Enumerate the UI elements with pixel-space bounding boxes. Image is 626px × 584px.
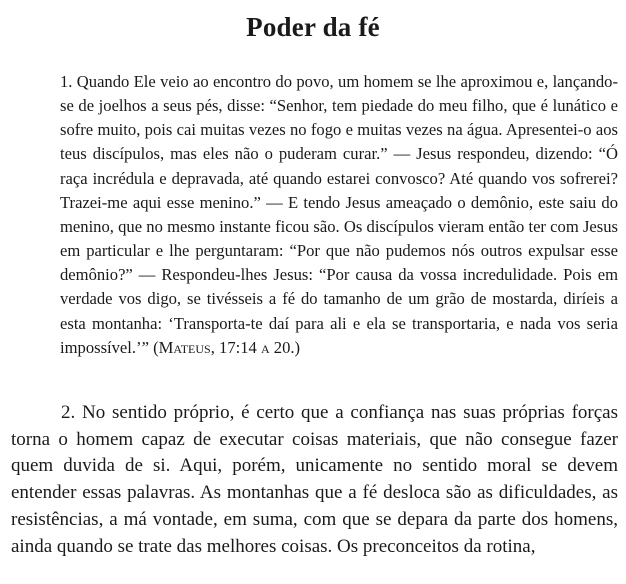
paragraph-1-text: 1. Quando Ele veio ao encontro do povo, um homem se lhe aproximou e, lançando-se de joelhos a seus pés, disse: “Senhor, tem piedade do meu filho, que é lunático e sofre muito, pois cai muitas vezes no fogo e muitas vezes na água. Apresentei-o aos teus discípulos, mas eles não o puderam curar.” — Jesus respondeu, dizendo: “Ó raça incrédula e depravada, até quando estarei convosco? Até quando vos sofrerei? Trazei-me aqui esse menino.” — E tendo Jesus ameaçado o demônio, este saiu do menino, que no mesmo instante ficou são. Os discípulos vieram então ter com Jesus em particular e lhe perguntaram: “Por que não pudemos nós outros expulsar esse demônio?” — Respondeu-lhes Jesus: “Por causa da vossa incredulidade. Pois em verdade vos digo, se tivésseis a fé do tamanho de um grão de mostarda, diríeis a esta montanha: ‘Transporta-te daí para ali e ela se transportaria, e nada vos seria impossível.’” [60, 72, 618, 357]
paragraph-2: 2. No sentido próprio, é certo que a confiança nas suas próprias forças torna o homem capaz de executar coisas materiais, que não consegue fazer quem duvida de si. Aqui, porém, unicamente no sentido moral se devem entender essas palavras. As montanhas que a fé desloca são as dificuldades, as resistências, a má vontade, em suma, com que se depara da parte dos homens, ainda quando se trate das melhores coisas. Os preconceitos da rotina, [11, 402, 618, 557]
bible-reference: (Mateus, 17:14 a 20.) [153, 337, 301, 357]
page-title: Poder da fé [246, 12, 380, 42]
paragraph-1 [60, 70, 618, 360]
